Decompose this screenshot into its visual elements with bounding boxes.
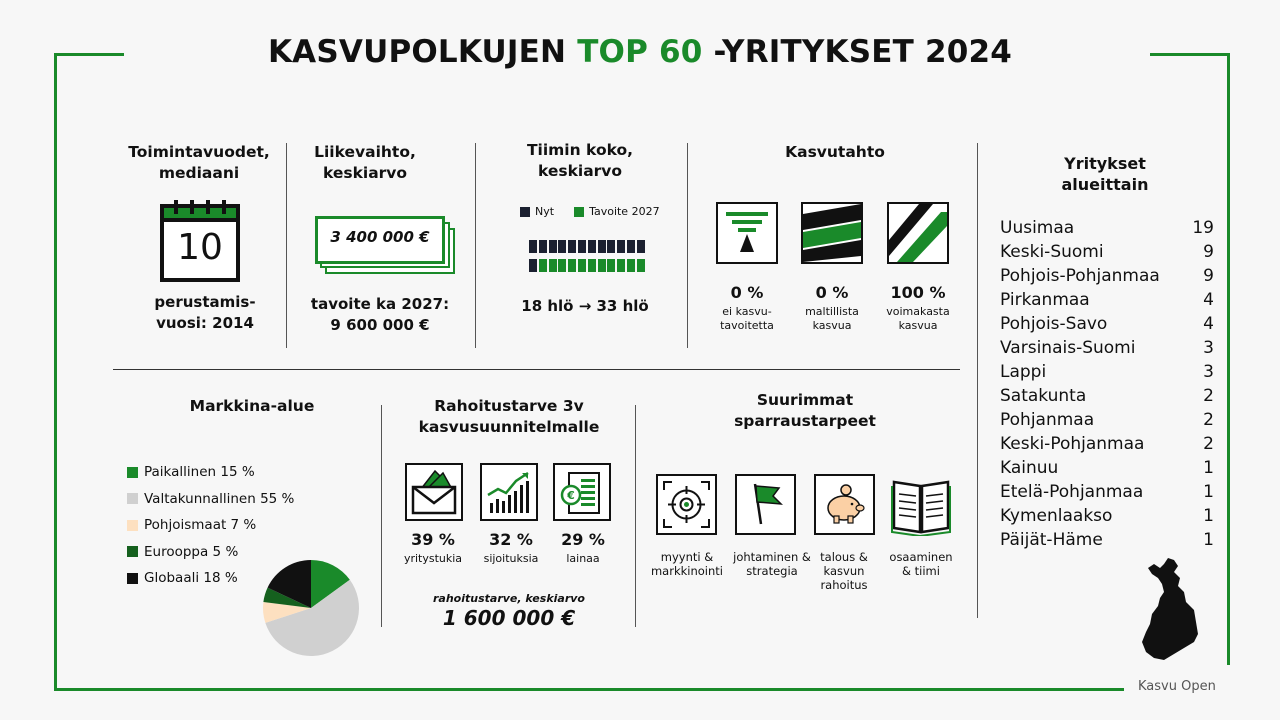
region-name: Pohjois-Pohjanmaa bbox=[1000, 266, 1160, 286]
person-icon bbox=[529, 259, 537, 272]
market-pie-chart bbox=[261, 558, 361, 662]
region-count: 3 bbox=[1203, 362, 1214, 382]
open-book-icon bbox=[890, 474, 952, 536]
growth-pct-2: 100 % bbox=[890, 283, 946, 302]
no-growth-icon bbox=[716, 202, 778, 264]
person-icon bbox=[617, 240, 625, 253]
funding-label-0: yritystukia bbox=[403, 552, 463, 565]
region-count: 2 bbox=[1203, 386, 1214, 406]
region-row bbox=[1000, 360, 1214, 384]
funding-pct-0: 39 % bbox=[411, 530, 455, 549]
person-icon bbox=[588, 259, 596, 272]
person-icon bbox=[637, 259, 645, 272]
region-name: Pohjois-Savo bbox=[1000, 314, 1108, 334]
divider bbox=[635, 405, 636, 627]
person-icon bbox=[558, 259, 566, 272]
region-name: Päijät-Häme bbox=[1000, 530, 1103, 550]
region-row bbox=[1000, 216, 1214, 240]
region-count: 1 bbox=[1203, 458, 1214, 478]
team-legend bbox=[520, 205, 660, 218]
region-count: 9 bbox=[1203, 242, 1214, 262]
growth-heading: Kasvutahto bbox=[785, 143, 885, 161]
region-count: 9 bbox=[1203, 266, 1214, 286]
moderate-growth-icon bbox=[801, 202, 863, 264]
sparring-label-1: johtaminen & strategia bbox=[733, 550, 811, 578]
funding-pct-2: 29 % bbox=[561, 530, 605, 549]
frame-bottom bbox=[54, 688, 1124, 691]
flag-icon bbox=[735, 474, 796, 535]
person-icon bbox=[549, 259, 557, 272]
region-name: Etelä-Pohjanmaa bbox=[1000, 482, 1144, 502]
legend-item bbox=[127, 512, 294, 539]
region-row bbox=[1000, 504, 1214, 528]
region-name: Lappi bbox=[1000, 362, 1047, 382]
legend-label: Globaali 18 % bbox=[144, 570, 238, 587]
region-row bbox=[1000, 480, 1214, 504]
regions-list bbox=[1000, 216, 1214, 552]
person-icon bbox=[578, 259, 586, 272]
founded-year: perustamis-vuosi: 2014 bbox=[154, 293, 256, 332]
divider bbox=[286, 143, 287, 348]
strong-growth-icon bbox=[887, 202, 949, 264]
legend-swatch bbox=[127, 493, 138, 504]
legend-label: Valtakunnallinen 55 % bbox=[144, 490, 295, 507]
growth-pct-0: 0 % bbox=[730, 283, 764, 302]
region-row bbox=[1000, 264, 1214, 288]
person-icon bbox=[539, 259, 547, 272]
legend-swatch bbox=[127, 546, 138, 557]
sparring-heading: Suurimmat sparraustarpeet bbox=[734, 391, 876, 430]
region-count: 4 bbox=[1203, 314, 1214, 334]
funding-label-1: sijoituksia bbox=[483, 552, 539, 565]
person-icon bbox=[539, 240, 547, 253]
funding-label-2: lainaa bbox=[566, 552, 600, 565]
region-name: Satakunta bbox=[1000, 386, 1087, 406]
growth-label-0: ei kasvu-tavoitetta bbox=[720, 305, 774, 332]
legend-swatch bbox=[127, 573, 138, 584]
divider bbox=[113, 369, 960, 370]
person-icon bbox=[568, 259, 576, 272]
person-icon bbox=[637, 240, 645, 253]
revenue-heading: Liikevaihto, keskiarvo bbox=[314, 143, 416, 182]
frame-left bbox=[54, 53, 57, 690]
region-name: Keski-Pohjanmaa bbox=[1000, 434, 1145, 454]
person-icon bbox=[549, 240, 557, 253]
person-icon bbox=[627, 259, 635, 272]
person-icon bbox=[607, 240, 615, 253]
team-target-people bbox=[529, 257, 649, 276]
growth-label-2: voimakasta kasvua bbox=[886, 305, 950, 332]
divider bbox=[687, 143, 688, 348]
region-count: 4 bbox=[1203, 290, 1214, 310]
page-title: KASVUPOLKUJEN TOP 60 -YRITYKSET 2024 bbox=[267, 34, 1013, 70]
region-row bbox=[1000, 432, 1214, 456]
growth-pct-1: 0 % bbox=[815, 283, 849, 302]
divider bbox=[381, 405, 382, 627]
person-icon bbox=[617, 259, 625, 272]
growth-label-1: maltillista kasvua bbox=[805, 305, 859, 332]
region-count: 1 bbox=[1203, 530, 1214, 550]
region-row bbox=[1000, 384, 1214, 408]
revenue-target: tavoite ka 2027: 9 600 000 € bbox=[310, 295, 450, 334]
calendar-value: 10 bbox=[177, 227, 223, 268]
sparring-label-0: myynti & markkinointi bbox=[650, 550, 723, 578]
calendar-icon bbox=[160, 200, 240, 286]
funding-note: rahoitustarve, keskiarvo bbox=[433, 592, 585, 605]
revenue-value: 3 400 000 € bbox=[330, 228, 430, 246]
divider bbox=[475, 143, 476, 348]
region-row bbox=[1000, 336, 1214, 360]
finland-map-icon bbox=[1138, 556, 1200, 666]
legend-item bbox=[127, 486, 294, 513]
region-row bbox=[1000, 528, 1214, 552]
legend-target-label: Tavoite 2027 bbox=[589, 205, 660, 218]
legend-swatch-target bbox=[574, 207, 584, 217]
region-name: Varsinais-Suomi bbox=[1000, 338, 1136, 358]
funding-amount: 1 600 000 € bbox=[442, 606, 576, 630]
legend-swatch bbox=[127, 520, 138, 531]
legend-label: Pohjoismaat 7 % bbox=[144, 517, 257, 534]
legend-label: Paikallinen 15 % bbox=[144, 464, 255, 481]
person-icon bbox=[578, 240, 586, 253]
legend-swatch-now bbox=[520, 207, 530, 217]
person-icon bbox=[627, 240, 635, 253]
sparring-label-2: talous & kasvun rahoitus bbox=[820, 550, 868, 592]
target-icon bbox=[656, 474, 717, 535]
region-count: 1 bbox=[1203, 482, 1214, 502]
region-count: 2 bbox=[1203, 434, 1214, 454]
person-icon bbox=[588, 240, 596, 253]
legend-label: Eurooppa 5 % bbox=[144, 543, 239, 560]
piggy-bank-icon bbox=[814, 474, 875, 535]
legend-item bbox=[127, 459, 294, 486]
market-heading: Markkina-alue bbox=[189, 397, 315, 415]
team-heading: Tiimin koko, keskiarvo bbox=[526, 141, 634, 180]
person-icon bbox=[529, 240, 537, 253]
divider bbox=[977, 143, 978, 618]
region-name: Pirkanmaa bbox=[1000, 290, 1090, 310]
svg-text:€: € bbox=[567, 489, 575, 502]
team-summary: 18 hlö → 33 hlö bbox=[521, 297, 649, 315]
region-name: Kainuu bbox=[1000, 458, 1059, 478]
region-row bbox=[1000, 408, 1214, 432]
region-row bbox=[1000, 456, 1214, 480]
region-name: Pohjanmaa bbox=[1000, 410, 1095, 430]
funding-heading: Rahoitustarve 3v kasvusuunnitelmalle bbox=[418, 397, 600, 436]
person-icon bbox=[607, 259, 615, 272]
legend-swatch bbox=[127, 467, 138, 478]
person-icon bbox=[568, 240, 576, 253]
team-now-people bbox=[529, 238, 649, 257]
funding-pct-1: 32 % bbox=[489, 530, 533, 549]
region-row bbox=[1000, 312, 1214, 336]
operating-years-heading: Toimintavuodet, mediaani bbox=[128, 143, 270, 182]
region-row bbox=[1000, 288, 1214, 312]
rising-chart-icon bbox=[480, 463, 538, 521]
loan-document-icon bbox=[553, 463, 611, 521]
region-count: 19 bbox=[1192, 218, 1214, 238]
frame-right bbox=[1227, 53, 1230, 665]
banknotes-icon bbox=[315, 216, 455, 276]
envelope-money-icon bbox=[405, 463, 463, 521]
region-count: 1 bbox=[1203, 506, 1214, 526]
person-icon bbox=[598, 240, 606, 253]
region-name: Keski-Suomi bbox=[1000, 242, 1104, 262]
sparring-label-3: osaaminen & tiimi bbox=[889, 550, 953, 578]
region-row bbox=[1000, 240, 1214, 264]
legend-now-label: Nyt bbox=[535, 205, 555, 218]
regions-heading: Yritykset alueittain bbox=[1061, 154, 1149, 194]
region-count: 3 bbox=[1203, 338, 1214, 358]
region-count: 2 bbox=[1203, 410, 1214, 430]
footer-brand: Kasvu Open bbox=[1138, 679, 1216, 694]
region-name: Kymenlaakso bbox=[1000, 506, 1113, 526]
region-name: Uusimaa bbox=[1000, 218, 1075, 238]
person-icon bbox=[598, 259, 606, 272]
person-icon bbox=[558, 240, 566, 253]
